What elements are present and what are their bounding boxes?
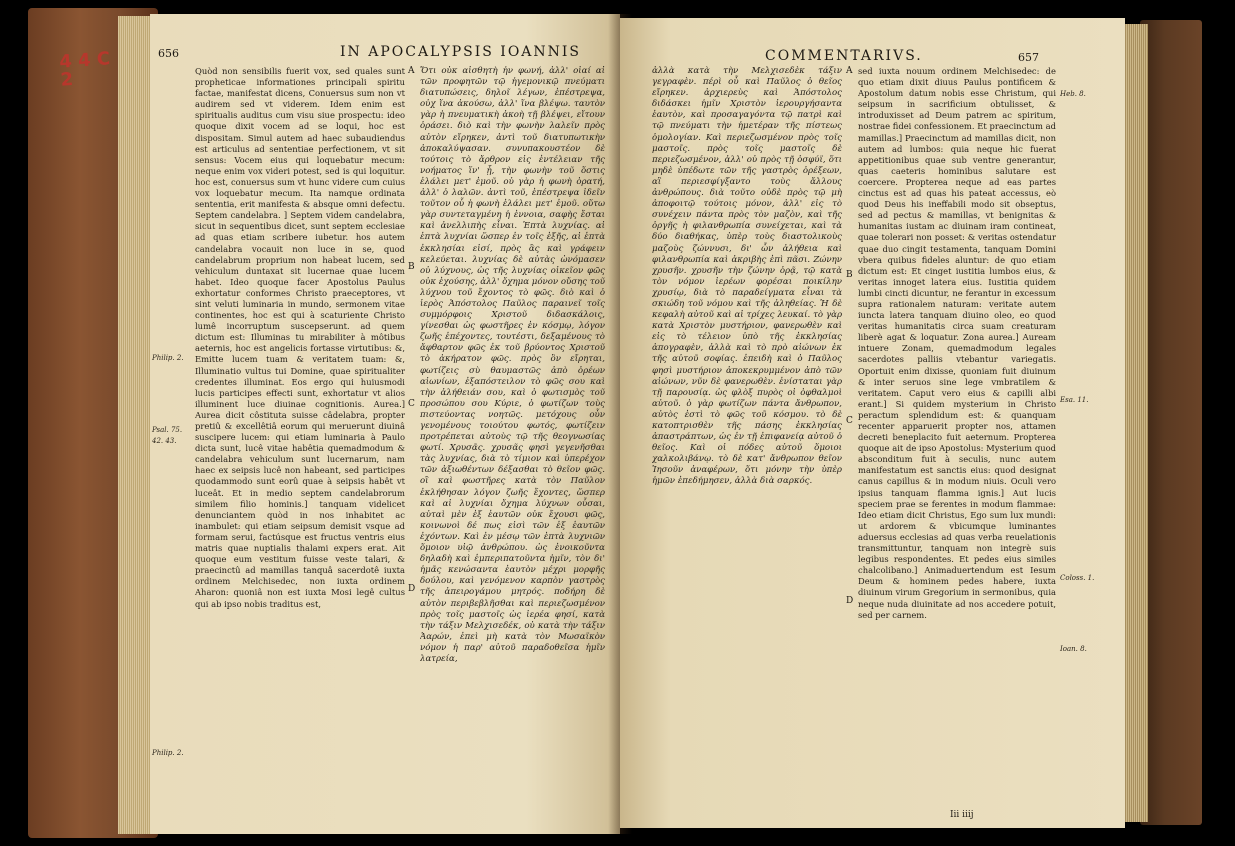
left-page-number: 656: [158, 47, 179, 60]
spine-label-line2: 2: [59, 68, 74, 91]
right-greek-text: ἀλλὰ κατὰ τὴν Μελχισεδὲκ τάξιν γεγραφὲν. πέρὶ οὗ καὶ Παῦλος ὁ θεῖος εἴρηκεν. ἀρχιερεὺς καὶ Ἀπόστολος διδάσκει ἡμῖν Χριστὸν ἱερουργήσαντα ἑαυτὸν, καὶ προσαγαγόντα τῷ πατρὶ καὶ τῷ πνεύματι τὴν ἡμετέραν τῆς πίστεως ὁμολογίαν. Καὶ περιεζωσμένον πρὸς τοῖς μαστοῖς. πρὸς τοῖς μαστοῖς δὲ περιεζωσμένον, ἀλλ' οὐ πρὸς τῇ ὀσφύϊ, ὅτι μηδὲ ὑπέδωτε τῶν τῆς γαστρὸς ὀρέξεων, αἳ περιεσφίγξαντο τοὺς ἄλλους ἀνθρώπους. διὰ τοῦτο οὐδὲ πρὸς τῷ μὴ ἀποφοιτῷ τούτοις μόνον, ἀλλ' εἰς τὸ συνέχειν πάντα πρὸς τὸν μαζὸν, καὶ τῆς ὀργῆς ἡ φιλανθρωπία συνείχεται, καὶ τὰ δύο διαθήκας, ὑπὲρ τοὺς διαστολικοὺς μαζοὺς ζώννυσι, δι' ὧν ἀλήθεια καὶ φιλανθρωπία καὶ ἀκριβὴς ἐπὶ πᾶσι. Ζώνην χρυσῆν. χρυσῆν τὴν ζώνην ὁρᾷ, τῷ κατὰ τὸν νόμον ἱερέων φορέσαι ποικίλην χρυσίῳ, διὰ τὸ παραδείγματα εἶναι τὰ σκιώδη τοῦ νόμου καὶ τῆς ἀληθείας. Ἡ δὲ κεφαλὴ αὐτοῦ καὶ αἱ τρίχες λευκαί. τὸ γὰρ κατὰ Χριστὸν μυστήριον, φανερωθὲν καὶ εἰς τὸ τέλειον ὑπὸ τῆς ἐκκλησίας ἀπογραφὲν, ἀλλὰ καὶ τὸ πρὸ αἰώνων ἐκ τῆς αὐτοῦ σοφίας. ἐπειδὴ καὶ ὁ Παῦλος φησὶ μυστήριον ἀποκεκρυμμένον ἀπὸ τῶν αἰώνων, νῦν δὲ φανερωθὲν. ἐνίσταται γὰρ τῇ παρουσίᾳ. ὡς φλὸξ πυρὸς οἱ ὀφθαλμοὶ αὐτοῦ. ὁ γὰρ φωτίζων πάντα ἄνθρωπον, αὐτὸς ἐστὶ τὸ φῶς τοῦ κόσμου. τὸ δὲ κατοπτρισθὲν τῆς πάσης ἐκκλησίας ἀπαστράπτων, ὡς ἐν τῇ ἐπιφανείᾳ αὐτοῦ ὁ θεῖος. Καὶ οἱ πόδες αὐτοῦ ὅμοιοι χαλκολιβάνῳ. τὸ δὲ κατ' ἄνθρωπον θεῖον Ἰησοῦν ἀναφέρων, ὅτι μόνην τὴν ὑπὲρ ἡμῶν ἐπεδήμησεν, ἀλλὰ διὰ σαρκός.: [652, 66, 842, 487]
left-greek-text: Ὅτι οὐκ αἰσθητὴ ἦν φωνή, ἀλλ' οἷαί αἱ τῶν προφητῶν τῷ ἡγεμονικῷ πνεύματι διατυπώσεις, δηλοῖ λέγων, ἐπέστρεψα, οὐχ ἵνα ἀκούσω, ἀλλ' ἵνα βλέψω. ταυτὸν γὰρ ἡ πνευματικὴ ἀκοὴ τῇ βλέψει, εἴτουν ὁράσει. διὸ καὶ τὴν φωνὴν λαλεῖν πρὸς αὐτὸν εἴρηκεν, ἀντὶ τοῦ διατυπωτικὴν ἀποκαλύψασαν. συνυπακουστέον δὲ τούτοις τὸ ἄρθρον εἰς ἐντέλειαν τῆς νοήματος ἵν' ᾖ, τὴν φωνὴν τοῦ ὅστις ἐλάλει μετ' ἐμοῦ. οὐ γὰρ ἡ φωνὴ ὁρατή, ἀλλ' ὁ λαλῶν. ἀντὶ τοῦ, ἐπέστρεψα ἰδεῖν τοῦτον οὗ ἡ φωνὴ ἐλάλει μετ' ἐμοῦ. οὕτω γὰρ συντεταγμένη ἡ ἐννοια, σαφὴς ἔσται καὶ ἀνελλιπὴς εἶναι. Ἑπτὰ λυχνίας. αἱ ἑπτὰ λυχνίαι ὥσπερ ἐν τοῖς ἑξῆς, αἱ ἑπτὰ ἐκκλησίαι εἰσί, πρὸς ἃς καὶ γράφειν κελεύεται. λυχνίας δὲ αὐτὰς ὠνόμασεν οὐ λύχνους, ὡς τῆς λυχνίας οἰκεῖον φῶς οὐκ ἐχούσης, ἀλλ' ὄχημα μόνον οὔσης τοῦ λύχνου τοῦ ἔχοντος τὸ φῶς. διὸ καὶ ὁ ἱερὸς Ἀπόστολος Παῦλος παραινεῖ τοῖς συμμόρφοις Χριστοῦ διδασκάλοις, γίνεσθαι ὡς φωστῆρες ἐν κόσμῳ, λόγον ζωῆς ἐπέχοντες, τουτέστι, δεξαμένους τὸ ἄφθαρτον φῶς ἐκ τοῦ βρύοντος Χριστοῦ τὸ ἀκήρατον φῶς. πρὸς ὃν εἴρηται, φωτίζεις σὺ θαυμαστῶς ἀπὸ ὀρέων αἰωνίων, ἐξαπόστειλον τὸ φῶς σου καὶ τὴν ἀλήθειάν σου, καὶ ὁ φωτισμὸς τοῦ προσώπου σου Κύριε, ὁ φωτίζων τοὺς πιστεύοντας νοητῶς. μετόχους οὖν γενομένους τοιούτου φωτός, φωτίζειν προτρέπεται αὐτοὺς τῷ τῆς θεογνωσίας φωτί. Χρυσᾶς. χρυσᾶς φησὶ γεγενῆσθαι τὰς λυχνίας, διὰ τὸ τίμιον καὶ ὑπερέχον τῶν ἀξιωθέντων δέξασθαι τὸ θεῖον φῶς. οἳ καὶ φωστῆρες κατὰ τὸν Παῦλον ἐκλήθησαν λόγον ζωῆς ἔχοντες, ὥσπερ καὶ αἱ λυχνίαι ὄχημα λύχνων οὖσαι, αὐταὶ μὲν ἐξ ἑαυτῶν οὐκ ἔχουσι φῶς, κοινωνοὶ δέ πως εἰσὶ τῶν ἐξ ἑαυτῶν ἐχόντων. Καὶ ἐν μέσῳ τῶν ἑπτὰ λυχνιῶν ὅμοιον υἱῷ ἀνθρώπου. ὡς ἐνοικοῦντα δηλαδὴ καὶ ἐμπεριπατοῦντα ἡμῖν, τὸν δι' ἡμᾶς κενώσαντα ἑαυτὸν μέχρι μορφῆς δούλου, καὶ γενόμενον καρπὸν γαστρὸς τῆς ἀπειρογάμου μητρός. ποδήρη δὲ αὐτὸν περιβεβλῆσθαι καὶ περιεζωσμένον πρὸς τοῖς μαστοῖς ὡς ἱερέα φησί, κατὰ τὴν τάξιν Μελχισεδέκ, οὐ κατὰ τὴν τάξιν Ἀαρών, ἐπεὶ μὴ κατὰ τὸν Μωσαϊκὸν νόμον ἡ παρ' αὐτοῦ παραδοθεῖσα ἡμῖν λατρεία,: [420, 66, 605, 664]
left-latin-column: [195, 66, 405, 826]
right-margin-note-3: Coloss. 1.: [1060, 574, 1095, 582]
catchword: Iii iiij: [950, 810, 974, 820]
left-margin-note-3: 42. 43.: [152, 437, 177, 445]
right-column-marker-c: C: [846, 416, 853, 426]
spine-label: [59, 50, 112, 89]
right-column-marker-b: B: [846, 270, 853, 280]
right-greek-column: [652, 66, 842, 816]
spine-label-line1: 4 4 C: [58, 48, 111, 73]
left-page: [150, 14, 620, 834]
left-column-marker-b: B: [408, 262, 415, 272]
right-page: [620, 18, 1125, 828]
right-margin-note-1: Heb. 8.: [1060, 90, 1086, 98]
right-margin-note-2: Esa. 11.: [1060, 396, 1089, 404]
left-latin-text: Quòd non sensibilis fuerit vox, sed quales sunt propheticae informationes principali spiritu factae, manifestat dicens, Conuersus sum non vt audirem sed vt viderem. Idem enim est spiritualis auditus cum visu siue prospectu: ideo quoque dixit vocem ad se loqui, hoc est dispositam. Simul autem ad haec subaudiendus est articulus ad sententiae perfectionem, vt sit sensus: Vocem eius qui loquebatur mecum: neque enim vox videri potest, sed is qui loquitur. hoc est, conuersus sum vt hunc videre cum cuius vox loquebatur mecum. Ita namque ordinata sententia, erit manifesta & absque omni defectu. Septem candelabra. ] Septem videm candelabra, sicut in sequentibus dicet, sunt septem ecclesiae ad quas etiam scribere iubetur. hos autem candelabra vocauit non luce in se, quod candelabrum proprium non habeat lucem, sed vehiculum duntaxat sit lucernae quae lucem habet. Ideo quoque facer Apostolus Paulus exhortatur conformes Christo praeceptores, vt sint veluti luminaria in mundo, sermonem vitae continentes, hoc est qui à scaturiente Christo lumê incorruptum suscepserunt. ad quem dictum est: Illuminas tu mirabiliter à môtibus aeternis, hoc est angelicis fortasse virtutibus: &, Emitte lucem tuam & veritatem tuam: &, Illuminatio vultus tui Domine, quae spiritualiter credentes illuminat. Eos ergo qui huiusmodi lucis participes effecti sunt, exhortatur vt alios illuminent luce diuinae cognitionis. Aurea.] Aurea dicit côstituta suisse câdelabra, propter pretiû & excellêtiâ eorum qui meruerunt diuinâ suscipere lucem: qui etiam luminaria à Paulo dicta sunt, lucê vitae habêtia quemadmodum & candelabra vehiculum sunt lucernarum, nam haec ex seipsis lucê non habeant, sed participes quodammodo sunt eorû quae à seipsis habêt vt luceât. Et in medio septem candelabrorum similem filio hominis.] tanquam videlicet denunciantem quòd in nos inhabitet ac inambulet: qui etiam seipsum demisit vsque ad formam serui, factúsque est fructus ventris eius matris quae nuptialis thalami expers erat. Ait quoque eum vestitum fuisse veste talari, & praecinctû ad mamillas tanquâ sacerdotê iuxta ordinem Melchisedec, non iuxta ordinem Aharon: quoniâ non est iuxta Mosi legê cultus qui ab ipso nobis traditus est,: [195, 66, 405, 609]
left-column-marker-c: C: [408, 399, 415, 409]
right-running-head: COMMENTARIVS.: [765, 48, 923, 64]
left-margin-note-2: Psal. 75.: [152, 426, 183, 434]
left-running-head: IN APOCALYPSIS IOANNIS: [340, 44, 582, 60]
left-column-marker-a: A: [408, 66, 415, 76]
left-margin-note-1: Philip. 2.: [152, 354, 184, 362]
right-column-marker-a: A: [846, 66, 853, 76]
right-latin-text: sed iuxta nouum ordinem Melchisedec: de quo etiam dixit diuus Paulus pontificem & Apostolum datum nobis esse Christum, qui seipsum in sacrificium obtulisset, & introduxisset ad Deum patrem ac spiritum, nostrae fidei confessionem. Et praecinctum ad mamillas.] Praecinctum ad mamillas dicit, non autem ad lumbos: quia neque hic fuerat appetitionibus quae sub ventre generantur, quas caeteris hominibus salutare est coercere. Propterea neque ad eas partes cinctus est ad quas his pateat accessus, eò quod Deus his ineffabili modo sit obseptus, sed ad pectus & mamillas, vt benignitas & humanitas iustam ac diuinam iram contineat, quae tolerari non posset: & veritas ostendatur quae duo cingit testamenta, tanquam Domini vbera quibus fideles aluntur: de quo etiam dictum est: Et cinget iustitia lumbos eius, & veritas innoget latera eius. Iustitia quidem lumbi cincti dicuntur, ne ferantur in excessum supra rationalem naturam: veritate autem iuncta latera tanquam diuino oleo, eo quod veritas humanitatis circa suam creaturam liberè agat & loquatur. Zona aurea.] Auream intuere Zonam, quemadmodum legales sacerdotes palliis vtebantur variegatis. Oportuit enim dixisse, quoniam fuit diuinum & inter seruos sine lege vmbratilem & veritatem. Caput vero eius & capilli albi erant.] Si quidem mysterium in Christo peractum splendidum est: & quanquam recenter apparuerit propter nos, attamen decreti beneplacito fuit aeternum. Propterea quoque ait de ipso Apostolus: Mysterium quod absconditum fuit à seculis, nunc autem manifestatum est sanctis eius: quod designat canus capillus & in modum niuis. Oculi vero ipsius tanquam flamma ignis.] Aut lucis speciem prae se ferentes in modum flammae: Ideo etiam dicit Christus, Ego sum lux mundi: ut ardorem & vbicumque luminantes aduersus ecclesias ad quas verba reuelationis transmittuntur, tanquam non integrè suis legibus respondentes. Et pedes eius similes chalcolibano.] Animaduertendum est Iesum Deum & hominem pedes habere, iuxta diuinum virum Gregorium in sermonibus, quia neque nuda diuinitate ad nos accedere potuit, sed per carnem.: [858, 66, 1056, 620]
right-cover: [1140, 20, 1202, 825]
left-column-marker-d: D: [408, 584, 416, 594]
left-margin-note-4: Philip. 2.: [152, 749, 184, 757]
left-greek-column: [420, 66, 605, 826]
right-page-number: 657: [1018, 51, 1039, 64]
right-column-marker-d: D: [846, 596, 854, 606]
right-margin-note-4: Ioan. 8.: [1060, 645, 1087, 653]
right-latin-column: [858, 66, 1056, 816]
